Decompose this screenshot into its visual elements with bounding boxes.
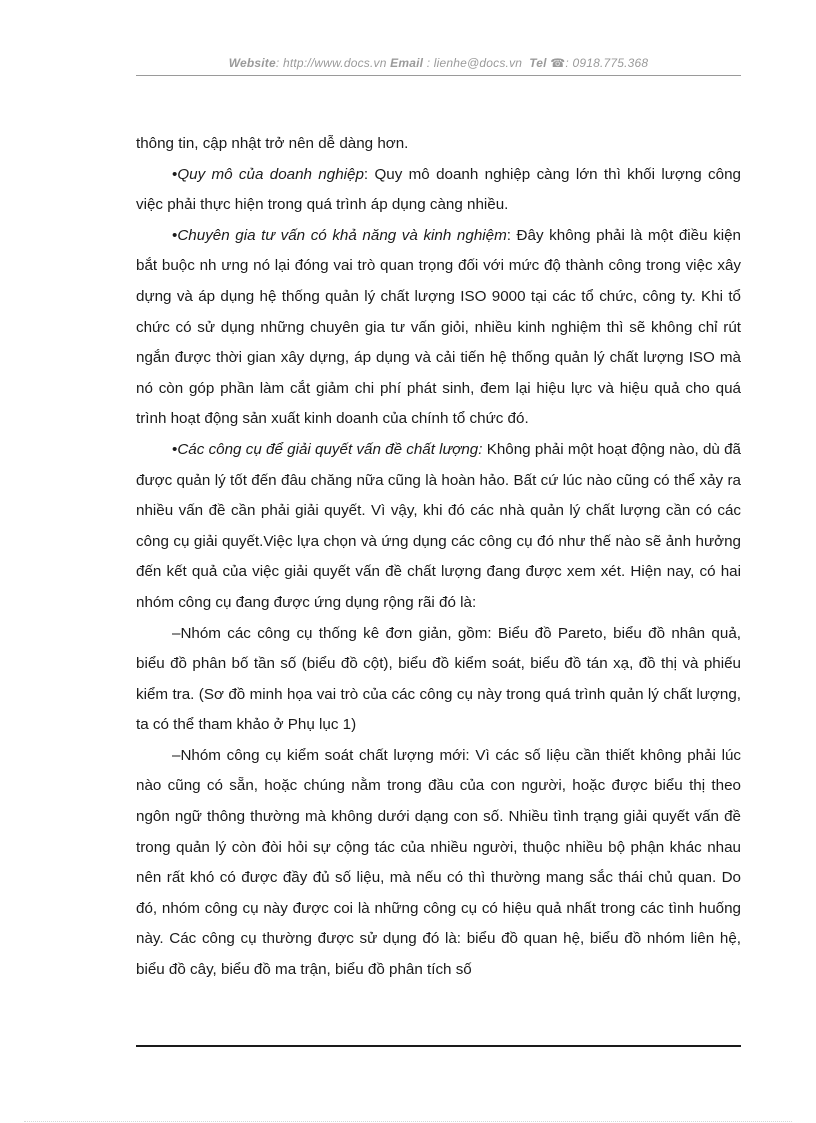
bullet-term: Chuyên gia tư vấn có khả năng và kinh nghiệm (177, 226, 507, 244)
phone-icon: ☎ (550, 56, 566, 70)
tel-number: : 0918.775.368 (565, 56, 649, 70)
dash-paragraph (136, 741, 741, 986)
bullet-icon: • (172, 165, 178, 183)
bullet-paragraph (136, 435, 741, 619)
footer-rule (136, 1045, 741, 1047)
email-label: Email (390, 56, 424, 70)
paragraph-text: –Nhóm các công cụ thống kê đơn giản, gồm: Biểu đồ Pareto, biểu đồ nhân quả, biểu đồ phân bố tần số (biểu đồ cột), biểu đồ kiểm soát, biểu đồ tán xạ, đồ thị và phiếu kiểm tra. (Sơ đồ minh họa vai trò của các công cụ này trong quá trình quản lý chất lượng, ta có thể tham khảo ở Phụ lục 1) (136, 624, 741, 734)
bullet-paragraph (136, 221, 741, 435)
email-address[interactable]: : lienhe@docs.vn (423, 56, 523, 70)
bullet-paragraph (136, 160, 741, 221)
bullet-icon: • (172, 226, 178, 244)
website-url[interactable]: : http://www.docs.vn (275, 56, 387, 70)
paragraph (136, 129, 741, 160)
page-header (136, 56, 741, 70)
paragraph-text: : Quy mô doanh nghiệp càng lớn thì khối lượng công việc phải thực hiện trong quá trình áp dụng càng nhiều. (136, 165, 741, 214)
bullet-icon: • (172, 440, 178, 458)
header-rule (136, 75, 741, 76)
dash-paragraph (136, 619, 741, 741)
bullet-term: Các công cụ để giải quyết vấn đề chất lượng: (177, 440, 483, 458)
paragraph-text: Không phải một hoạt động nào, dù đã được quản lý tốt đến đâu chăng nữa cũng là hoàn hảo. Bất cứ lúc nào cũng có thể xảy ra nhiều vấn đề cần phải giải quyết. Vì vậy, khi đó các nhà quản lý chất lượng cần có các công cụ giải quyết.Việc lựa chọn và ứng dụng các công cụ đó như thế nào sẽ ảnh hưởng đến kết quả của việc giải quyết vấn đề chất lượng đang được xem xét. Hiện nay, có hai nhóm công cụ đang được ứng dụng rộng rãi đó là: (136, 440, 741, 611)
bullet-term: Quy mô của doanh nghiệp (177, 165, 364, 183)
page-edge (24, 1121, 792, 1122)
document-body (136, 129, 741, 986)
tel-label: Tel (529, 56, 547, 70)
paragraph-text: thông tin, cập nhật trở nên dễ dàng hơn. (136, 135, 409, 152)
paragraph-text: : Đây không phải là một điều kiện bắt buộc nh ưng nó lại đóng vai trò quan trọng đối với mức độ thành công trong việc xây dựng và áp dụng hệ thống quản lý chất lượng ISO 9000 tại các tổ chức, công ty. Khi tổ chức có sử dụng những chuyên gia tư vấn giỏi, nhiều kinh nghiệm thì sẽ không chỉ rút ngắn được thời gian xây dựng, áp dụng và cải tiến hệ thống quản lý chất lượng ISO mà nó còn góp phần làm cắt giảm chi phí phát sinh, đem lại hiệu lực và hiệu quả cho quá trình hoạt động sản xuất kinh doanh của chính tổ chức đó. (136, 226, 741, 428)
website-label: Website (228, 56, 276, 70)
paragraph-text: –Nhóm công cụ kiểm soát chất lượng mới: Vì các số liệu cần thiết không phải lúc nào cũng có sẵn, hoặc chúng nằm trong đầu của con người, hoặc được biểu thị theo ngôn ngữ thông thường mà không dưới dạng con số. Nhiều tình trạng giải quyết vấn đề trong quản lý còn đòi hỏi sự cộng tác của nhiều người, thuộc nhiều bộ phận khác nhau nên rất khó có được đầy đủ số liệu, mà nếu có thì thường mang sắc thái chủ quan. Do đó, nhóm công cụ này được coi là những công cụ có hiệu quả nhất trong các tình huống này. Các công cụ thường được sử dụng đó là: biểu đồ quan hệ, biểu đồ nhóm liên hệ, biểu đồ cây, biểu đồ ma trận, biểu đồ phân tích số (136, 746, 741, 979)
